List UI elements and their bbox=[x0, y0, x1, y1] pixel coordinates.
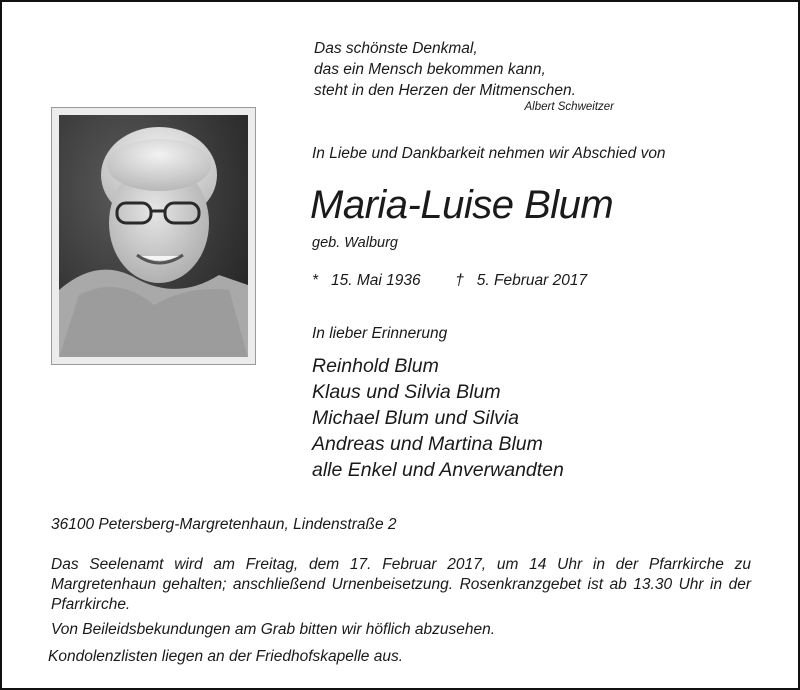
deceased-name: Maria-Luise Blum bbox=[310, 183, 614, 227]
condolence-note: Von Beileidsbekundungen am Grab bitten wir höflich abzusehen. bbox=[51, 621, 496, 638]
birth-name: geb. Walburg bbox=[312, 235, 398, 251]
quote-line: steht in den Herzen der Mitmenschen. bbox=[314, 82, 576, 99]
quote-line: das ein Mensch bekommen kann, bbox=[314, 61, 546, 78]
birth-date: 15. Mai 1936 bbox=[330, 272, 421, 289]
quote-block bbox=[314, 38, 616, 128]
quote-author: Albert Schweitzer bbox=[524, 101, 614, 113]
birth-symbol: * bbox=[312, 272, 319, 289]
portrait-frame bbox=[51, 107, 256, 365]
memory-line: In lieber Erinnerung bbox=[312, 325, 448, 342]
farewell-intro: In Liebe und Dankbarkeit nehmen wir Abschied von bbox=[312, 145, 666, 162]
mourner: Klaus und Silvia Blum bbox=[312, 381, 501, 403]
service-details: Das Seelenamt wird am Freitag, dem 17. Februar 2017, um 14 Uhr in der Pfarrkirche zu Margretenhaun gehalten; anschließend Urnenbeisetzung. Rosenkranzgebet ist ab 13.30 Uhr in der Pfarrkirche. bbox=[51, 556, 751, 613]
address: 36100 Petersberg-Margretenhaun, Lindenstraße 2 bbox=[51, 516, 397, 533]
mourner: Andreas und Martina Blum bbox=[312, 433, 543, 455]
portrait-photo bbox=[59, 115, 248, 357]
mourner: Reinhold Blum bbox=[312, 355, 439, 377]
quote-line: Das schönste Denkmal, bbox=[314, 40, 478, 57]
life-dates bbox=[312, 272, 587, 290]
mourners-list bbox=[312, 353, 564, 483]
portrait-image bbox=[59, 115, 248, 357]
death-date: 5. Februar 2017 bbox=[476, 272, 588, 289]
condolence-lists: Kondolenzlisten liegen an der Friedhofskapelle aus. bbox=[48, 648, 404, 665]
mourner: alle Enkel und Anverwandten bbox=[312, 459, 564, 481]
death-symbol: † bbox=[455, 272, 464, 289]
mourner: Michael Blum und Silvia bbox=[312, 407, 520, 429]
